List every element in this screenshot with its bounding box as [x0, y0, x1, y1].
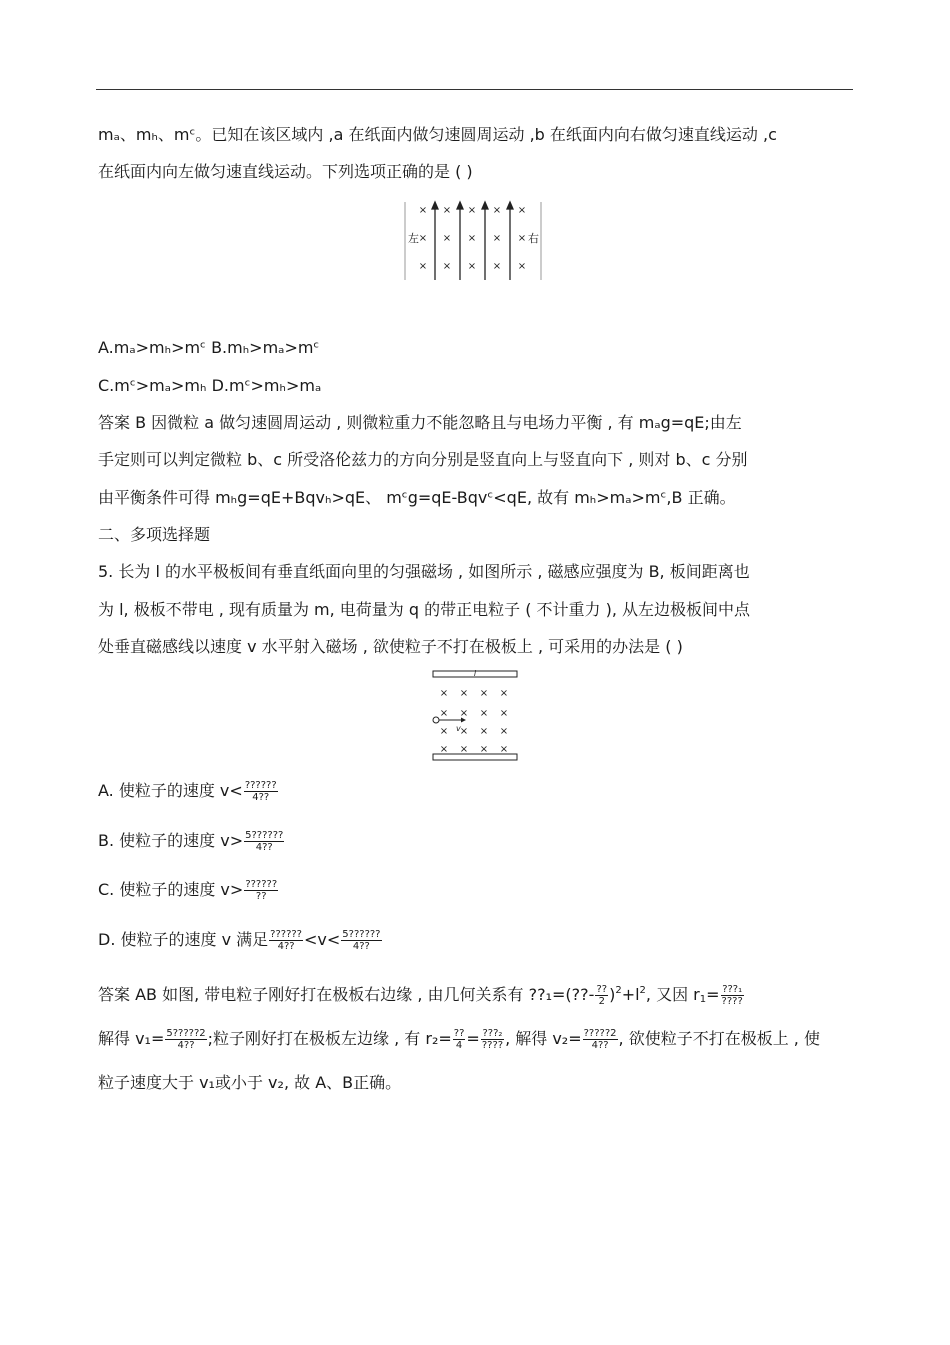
q5-stem-line-2: 为 l, 极板不带电 , 现有质量为 m, 电荷量为 q 的带正电粒子 ( 不计重力 ), 从左边极板间中点 — [98, 600, 751, 619]
q5-answer-line-1 — [98, 980, 745, 1011]
q5-option-d-fraction-2 — [341, 929, 381, 952]
q4-options-ab: A.mₐ>mₕ>mᶜ B.mₕ>mₐ>mᶜ — [98, 338, 320, 357]
answer-text: 答案 AB 如图, 带电粒子刚好打在极板右边缘 , 由几何关系有 ?? — [98, 985, 546, 1004]
svg-text:×: × — [467, 205, 477, 216]
fraction-numerator: ?????? — [244, 780, 277, 791]
answer-text: ) — [609, 985, 616, 1004]
q5-option-c-text: C. 使粒子的速度 v> — [98, 880, 244, 899]
svg-text:×: × — [479, 744, 489, 755]
section-title: 二、多项选择题 — [98, 525, 211, 544]
svg-text:×: × — [492, 261, 502, 272]
q5-option-b-text: B. 使粒子的速度 v> — [98, 831, 244, 850]
superscript: 2 — [615, 985, 622, 996]
fraction-denominator: ?? — [255, 891, 267, 902]
q4-answer-line-3: 由平衡条件可得 mₕg=qE+Bqvₕ>qE、 mᶜg=qE-Bqvᶜ<qE, 故有 mₕ>mₐ>mᶜ,B 正确。 — [98, 488, 736, 507]
fraction-denominator: 4?? — [255, 842, 273, 853]
fraction-denominator: ???? — [721, 996, 743, 1007]
svg-text:×: × — [517, 233, 527, 244]
q5-option-a-text: A. 使粒子的速度 v< — [98, 781, 243, 800]
svg-text:×: × — [479, 688, 489, 699]
q5-stem-line-3: 处垂直磁感线以速度 v 水平射入磁场 , 欲使粒子不打在极板上 , 可采用的办法是 ( ) — [98, 637, 683, 656]
q5-option-a-fraction — [244, 780, 278, 803]
fraction-numerator: ?????2 — [583, 1028, 617, 1039]
svg-text:×: × — [467, 261, 477, 272]
q4-answer-line-2: 手定则可以判定微粒 b、c 所受洛伦兹力的方向分别是竖直向上与竖直向下 , 则对 b、c 分别 — [98, 450, 748, 469]
answer-text: , 解得 v₂= — [505, 1029, 582, 1048]
fraction-denominator: 4?? — [252, 792, 270, 803]
svg-text:×: × — [459, 726, 469, 737]
fraction-numerator: 5?????2 — [166, 1028, 206, 1039]
answer-fraction — [595, 984, 608, 1007]
svg-text:×: × — [442, 261, 452, 272]
fraction-denominator: 4?? — [352, 941, 370, 952]
answer-fraction — [721, 984, 744, 1007]
fig-right-label: 右 — [528, 232, 539, 245]
q5-answer-line-2 — [98, 1028, 820, 1051]
fraction-numerator: 5?????? — [245, 830, 284, 841]
q5-option-b — [98, 830, 285, 853]
q4-stem-line-1: mₐ、mₕ、mᶜ。已知在该区域内 ,a 在纸面内做匀速圆周运动 ,b 在纸面内向右做匀速直线运动 ,c — [98, 125, 777, 144]
svg-text:×: × — [459, 708, 469, 719]
q5-option-a — [98, 780, 279, 803]
answer-fraction — [583, 1028, 618, 1051]
svg-text:×: × — [479, 708, 489, 719]
answer-fraction — [481, 1028, 504, 1051]
svg-text:×: × — [459, 688, 469, 699]
answer-text: , 欲使粒子不打在极板上 , 使 — [618, 1029, 820, 1048]
fraction-numerator: ?? — [453, 1028, 465, 1039]
svg-text:×: × — [492, 205, 502, 216]
q4-answer-line-1: 答案 B 因微粒 a 做匀速圆周运动 , 则微粒重力不能忽略且与电场力平衡 , 有 mₐg=qE;由左 — [98, 413, 742, 432]
q4-field-figure — [403, 200, 543, 282]
q5-stem-line-1: 5. 长为 l 的水平极板间有垂直纸面向里的匀强磁场 , 如图所示 , 磁感应强度为 B, 板间距离也 — [98, 562, 750, 581]
svg-text:×: × — [479, 726, 489, 737]
answer-text: = — [466, 1029, 480, 1048]
fraction-denominator: 4?? — [277, 941, 295, 952]
q5-option-c — [98, 879, 279, 902]
fraction-numerator: ?????? — [245, 879, 278, 890]
svg-text:×: × — [517, 205, 527, 216]
fraction-numerator: ?????? — [270, 929, 302, 940]
answer-text: ₁=(??- — [545, 985, 595, 1004]
fraction-denominator: 4?? — [591, 1040, 609, 1051]
svg-text:×: × — [442, 233, 452, 244]
svg-text:×: × — [517, 261, 527, 272]
answer-text: ;粒子刚好打在极板左边缘 , 有 r₂= — [207, 1029, 452, 1048]
q5-option-d-mid: <v< — [304, 930, 341, 949]
svg-text:×: × — [459, 744, 469, 755]
q5-answer-line-3: 粒子速度大于 v₁或小于 v₂, 故 A、B正确。 — [98, 1073, 402, 1092]
q5-option-d-text: D. 使粒子的速度 v 满足 — [98, 930, 269, 949]
fraction-numerator: ???₂ — [482, 1028, 503, 1039]
svg-text:×: × — [499, 708, 509, 719]
svg-text:×: × — [499, 688, 509, 699]
svg-text:×: × — [439, 744, 449, 755]
fig-velocity-label: v — [456, 724, 461, 733]
svg-text:×: × — [499, 744, 509, 755]
svg-text:×: × — [439, 726, 449, 737]
fraction-denominator: 2 — [598, 996, 605, 1007]
answer-text: +l — [621, 985, 640, 1004]
answer-text: 解得 v₁= — [98, 1029, 165, 1048]
svg-text:×: × — [418, 261, 428, 272]
fraction-numerator: ?? — [596, 984, 608, 995]
header-rule — [96, 89, 853, 90]
fraction-numerator: 5?????? — [342, 929, 381, 940]
svg-text:×: × — [442, 205, 452, 216]
subscript: 1 — [699, 994, 707, 1005]
fig-left-label: 左 — [408, 232, 419, 245]
q5-option-d-fraction-1 — [269, 929, 303, 952]
answer-text: = — [706, 985, 720, 1004]
answer-text: , 又因 r — [645, 985, 700, 1004]
q4-options-cd: C.mᶜ>mₐ>mₕ D.mᶜ>mₕ>mₐ — [98, 376, 322, 395]
q4-stem-line-2: 在纸面内向左做匀速直线运动。下列选项正确的是 ( ) — [98, 162, 473, 181]
fig-length-label: l — [473, 669, 477, 678]
fraction-denominator: 4?? — [177, 1040, 195, 1051]
answer-fraction — [165, 1028, 206, 1051]
svg-text:×: × — [439, 708, 449, 719]
svg-text:×: × — [439, 688, 449, 699]
q5-option-b-fraction — [244, 830, 284, 853]
svg-text:×: × — [467, 233, 477, 244]
superscript: 2 — [639, 985, 646, 996]
fraction-denominator: 4 — [455, 1040, 463, 1051]
q5-option-c-fraction — [244, 879, 278, 902]
q5-option-d — [98, 929, 383, 952]
svg-text:×: × — [418, 205, 428, 216]
fraction-numerator: ???₁ — [722, 984, 743, 995]
svg-text:×: × — [499, 726, 509, 737]
svg-text:×: × — [492, 233, 502, 244]
svg-text:×: × — [418, 233, 428, 244]
answer-fraction — [453, 1028, 466, 1051]
fraction-denominator: ???? — [481, 1040, 504, 1051]
q5-plates-figure — [430, 668, 520, 764]
